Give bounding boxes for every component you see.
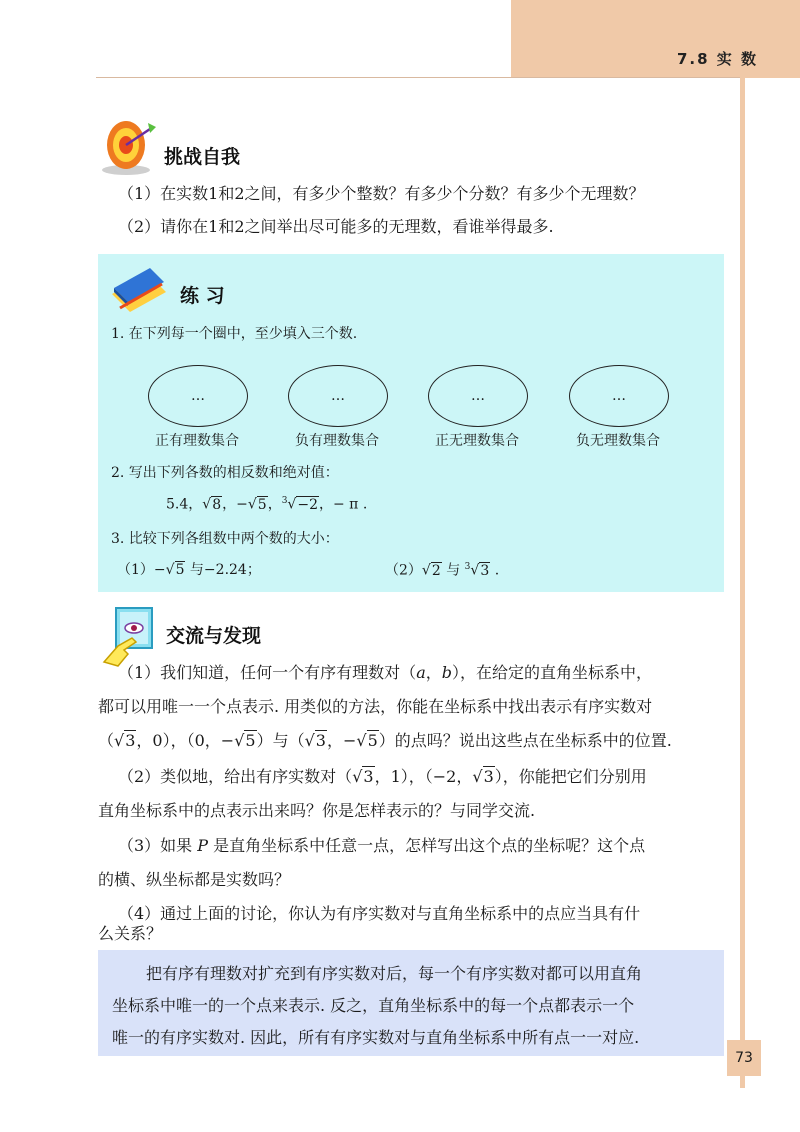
practice-item3-b: （2）√2 与 $^3$√3 . [385, 562, 500, 579]
text: ），你能把它们分别用 [494, 767, 647, 786]
number-text: ，− [222, 496, 248, 513]
discussion-p3-line2: 的横、纵坐标都是实数吗？ [98, 870, 291, 889]
set-label: 正无理数集合 [435, 433, 519, 449]
practice-item1: 1. 在下列每一个圈中，至少填入三个数. [111, 326, 358, 342]
ellipse-content: … [612, 388, 626, 404]
practice-item2-numbers: 5.4，√8，−√5，$^3$√−2，− π . [166, 496, 368, 513]
target-icon [100, 115, 158, 177]
number-text: ，− π . [318, 496, 368, 513]
eye-pointing-hand-icon [100, 604, 158, 670]
text: ，1），（−2， [374, 767, 473, 786]
variable: P [197, 836, 209, 855]
ellipse-content: … [331, 388, 345, 404]
radicand: 3 [480, 562, 490, 579]
number-text: ， [267, 496, 282, 513]
ellipse-content: … [191, 388, 205, 404]
discussion-title: 交流与发现 [166, 625, 262, 647]
discussion-p1-line2: 都可以用唯一一个点表示. 用类似的方法，你能在坐标系中找出表示有序实数对 [98, 697, 653, 716]
summary-line2: 坐标系中唯一的一个点来表示. 反之，直角坐标系中的每一个点都表示一个 [112, 996, 635, 1015]
variable: a [416, 663, 426, 682]
radicand: 5 [257, 496, 267, 513]
text: ，0），（0，− [136, 731, 235, 750]
side-margin-bar [740, 78, 745, 1088]
books-pencil-icon [104, 264, 174, 314]
practice-item2: 2. 写出下列各数的相反数和绝对值： [111, 465, 339, 481]
discussion-p2-line1: （2）类似地，给出有序实数对（√3，1），（−2，√3），你能把它们分别用 [118, 767, 647, 786]
text: 是直角坐标系中任意一点，怎样写出这个点的坐标呢？这个点 [208, 836, 646, 855]
section-title: 7.8 实 数 [676, 50, 758, 68]
text: ， [425, 663, 442, 682]
challenge-q2: （2）请你在1和2之间举出尽可能多的无理数，看谁举得最多. [118, 217, 554, 236]
set-label: 负无理数集合 [576, 433, 660, 449]
text: （ [98, 731, 115, 750]
radicand: 3 [315, 731, 326, 750]
radicand: 5 [367, 731, 378, 750]
text: （2）类似地，给出有序实数对（ [118, 767, 353, 786]
text: ）与（ [256, 731, 305, 750]
practice-item3-a: （1）−√5 与−2.24； [117, 562, 261, 578]
root-index: 3 [281, 496, 288, 506]
ellipse-positive-irrational [428, 365, 528, 427]
variable: b [441, 663, 452, 682]
summary-line3: 唯一的有序实数对. 因此，所有有序实数对与直角坐标系中所有点一一对应. [112, 1028, 640, 1047]
root-index: 3 [464, 562, 471, 572]
practice-item3: 3. 比较下列各组数中两个数的大小： [111, 531, 339, 547]
discussion-p4-line2: 么关系？ [98, 924, 163, 943]
text: （1）我们知道，任何一个有序有理数对（ [118, 663, 417, 682]
text: ），在给定的直角坐标系中， [452, 663, 653, 682]
number-text: 5.4， [166, 496, 203, 513]
ellipse-positive-rational [148, 365, 248, 427]
set-label: 负有理数集合 [295, 433, 379, 449]
discussion-p3-line1 [118, 838, 645, 854]
challenge-q1: （1）在实数1和2之间，有多少个整数？有多少个分数？有多少个无理数？ [118, 184, 645, 203]
challenge-title: 挑战自我 [164, 146, 241, 168]
practice-title: 练 习 [180, 285, 225, 307]
number-text: 与−2.24； [185, 562, 261, 578]
discussion-p2-line2: 直角坐标系中的点表示出来吗？你是怎样表示的？与同学交流. [98, 801, 536, 820]
discussion-p1-line1 [118, 665, 652, 681]
set-label: 正有理数集合 [155, 433, 239, 449]
text: ，− [326, 731, 357, 750]
discussion-p1-line3: （√3，0），（0，−√5）与（√3，−√5）的点吗？说出这些点在坐标系中的位置. [98, 731, 672, 750]
number-text: 与 [441, 562, 465, 579]
ellipse-negative-irrational [569, 365, 669, 427]
page-number: 73 [727, 1040, 761, 1076]
radicand: 3 [483, 767, 494, 786]
ellipse-content: … [471, 388, 485, 404]
discussion-p4-line1: （4）通过上面的讨论，你认为有序实数对与直角坐标系中的点应当具有什 [118, 904, 641, 923]
text: （3）如果 [118, 836, 198, 855]
radicand: 3 [363, 767, 374, 786]
number-text: （1）− [117, 562, 166, 578]
number-text: （2） [385, 562, 422, 579]
header-tab [511, 0, 800, 78]
text: ）的点吗？说出这些点在坐标系中的位置. [378, 731, 672, 750]
radicand: 2 [431, 562, 441, 579]
number-text: . [490, 562, 500, 579]
radicand: 5 [175, 562, 185, 578]
header-divider [96, 77, 740, 78]
ellipse-negative-rational [288, 365, 388, 427]
radicand: 5 [245, 731, 256, 750]
radicand: 8 [212, 496, 222, 513]
summary-line1: 把有序有理数对扩充到有序实数对后，每一个有序实数对都可以用直角 [146, 964, 643, 983]
radicand: 3 [125, 731, 136, 750]
radicand: −2 [297, 496, 318, 513]
